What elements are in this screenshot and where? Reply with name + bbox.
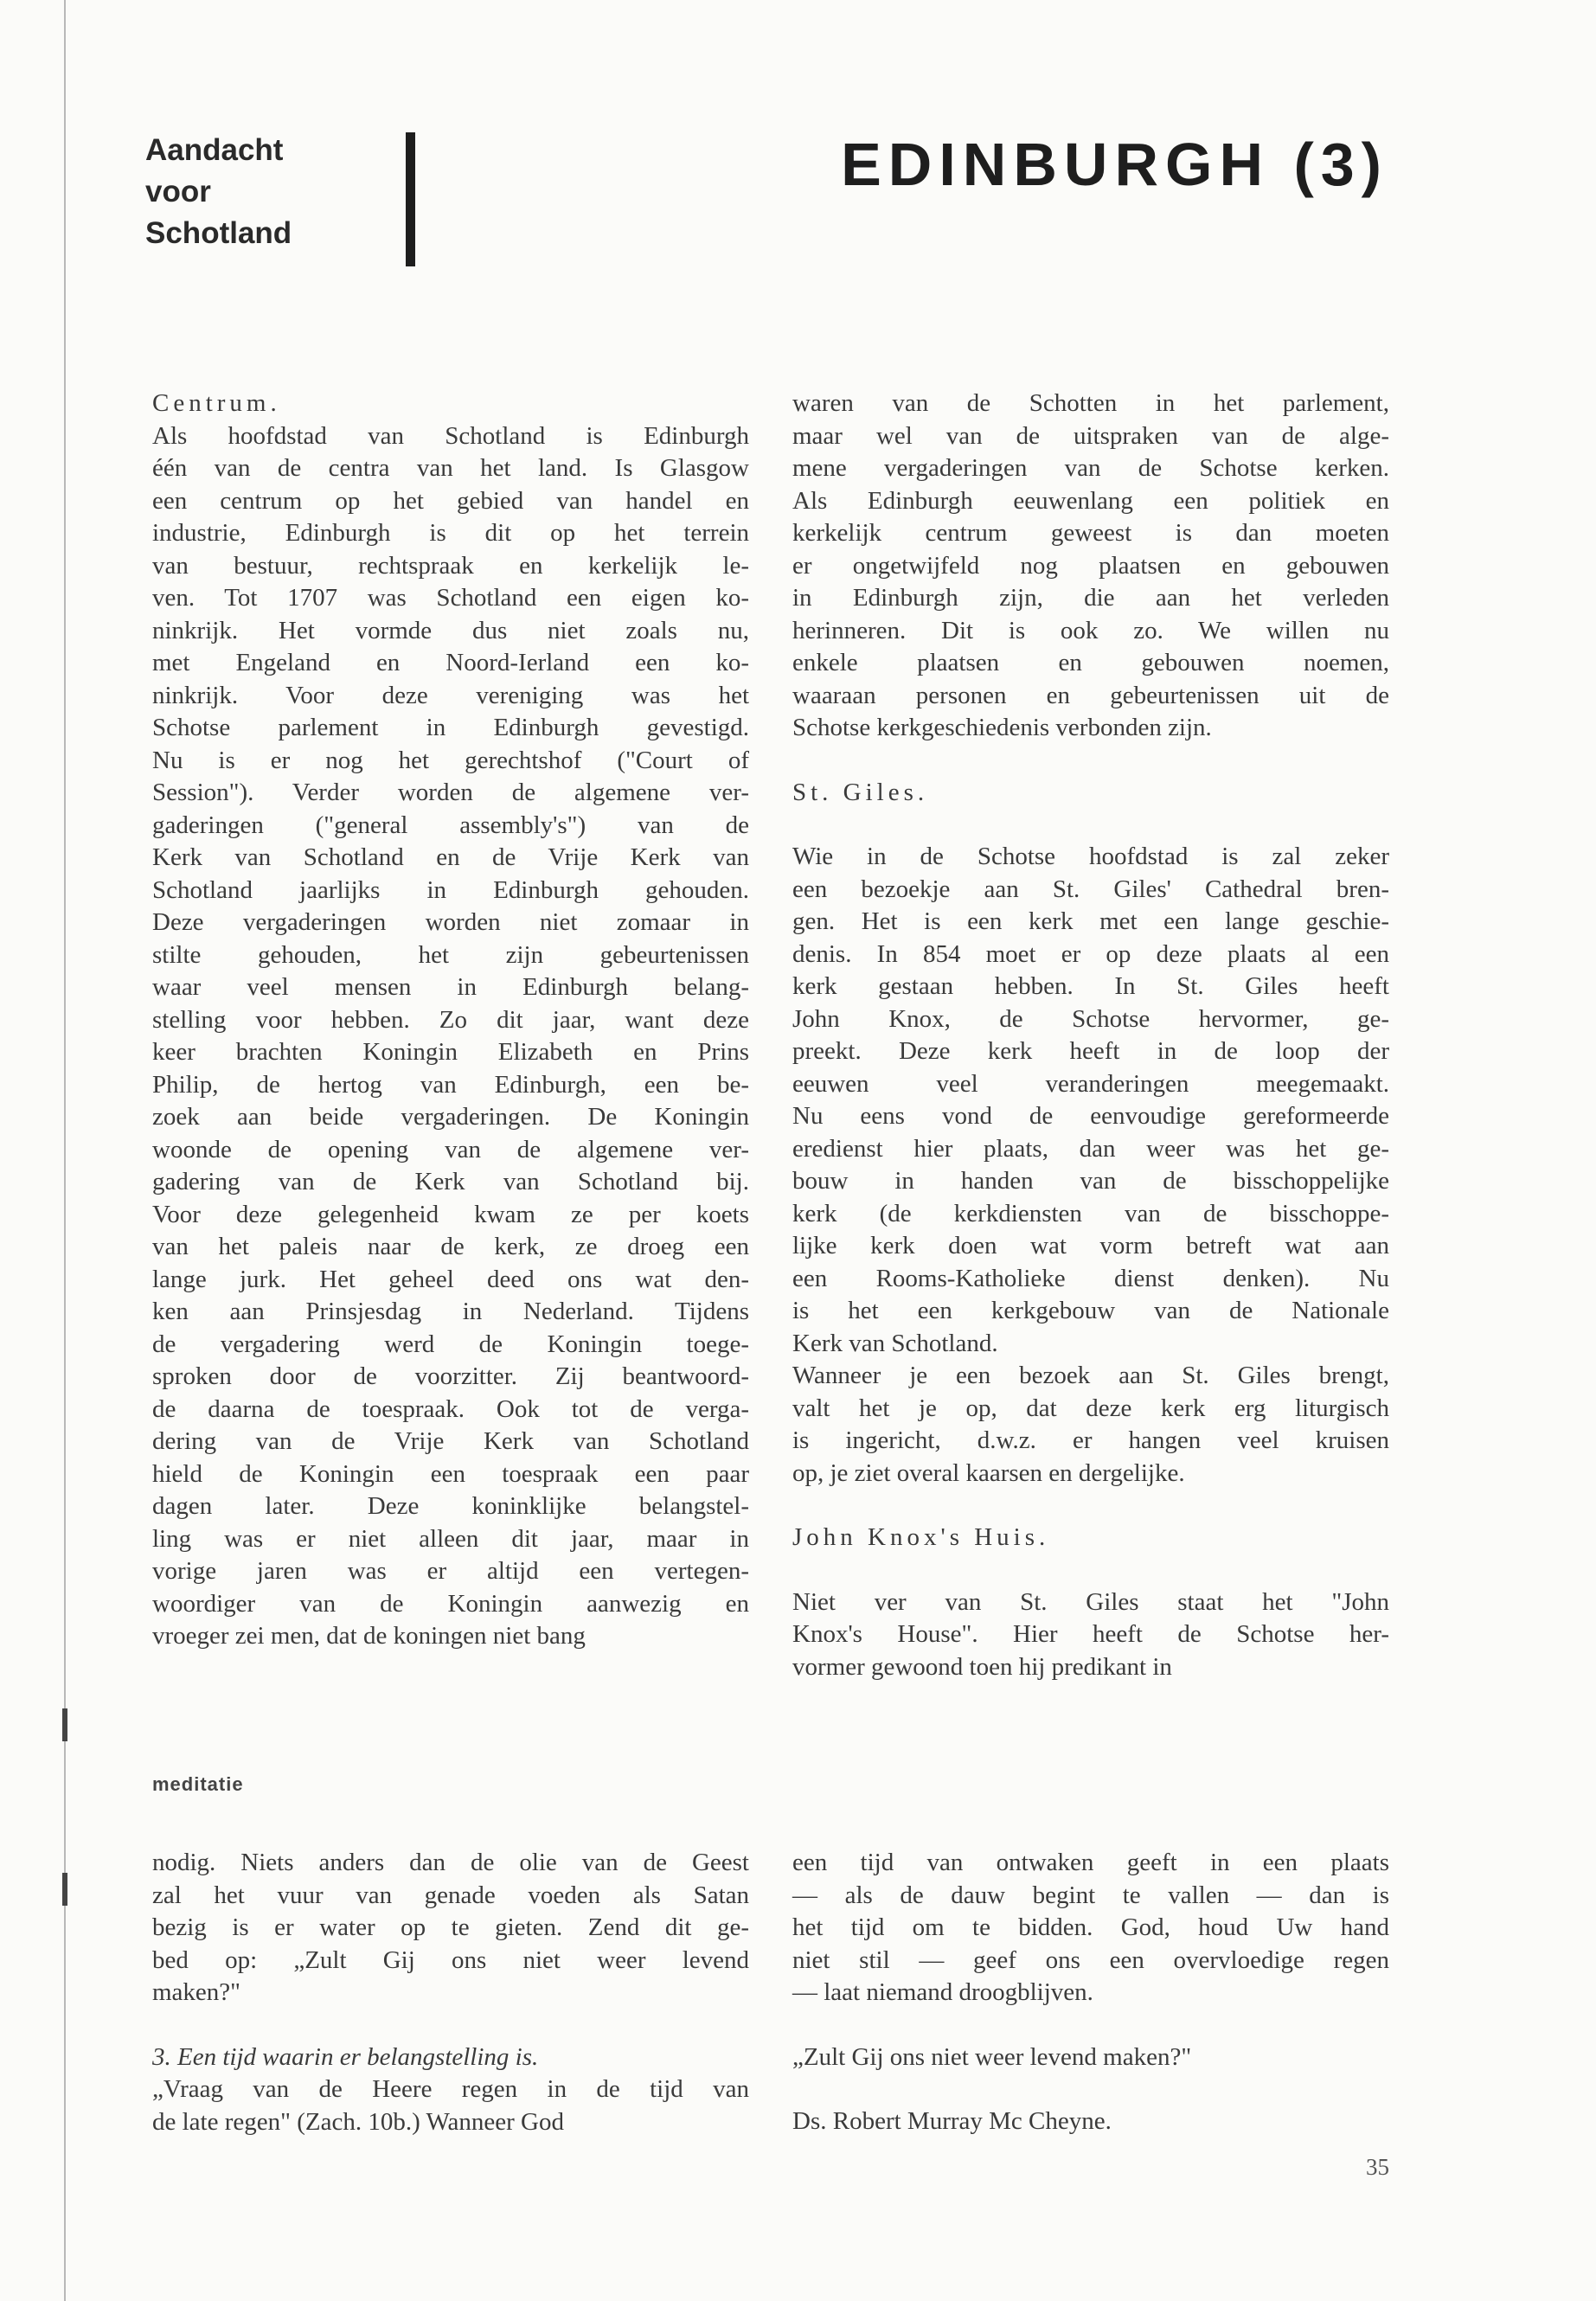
section-tag-line: voor xyxy=(145,175,211,208)
text-line: eeuwen veel veranderingen meegemaakt. xyxy=(792,1069,1389,1098)
text-line: John Knox, de Schotse hervormer, ge- xyxy=(792,1004,1389,1033)
paragraph xyxy=(152,2073,749,2138)
text-line: „Vraag van de Heere regen in de tijd van xyxy=(152,2075,749,2103)
text-line: de daarna de toespraak. Ook tot de verga- xyxy=(152,1394,749,1423)
text-line: waaraan personen en gebeurtenissen uit de xyxy=(792,681,1389,709)
text-line: Schotland jaarlijks in Edinburgh gehouden. xyxy=(152,875,749,904)
paragraph xyxy=(152,420,749,1653)
text-line: op, je ziet overal kaarsen en dergelijke. xyxy=(792,1458,1185,1487)
text-line: John Knox's Huis. xyxy=(792,1523,1050,1551)
text-line: enkele plaatsen en gebouwen noemen, xyxy=(792,649,1389,676)
text-line: één van de centra van het land. Is Glasgow xyxy=(152,454,749,482)
paragraph xyxy=(152,1847,749,2009)
paragraph xyxy=(792,388,1389,745)
text-line: dering van de Vrije Kerk van Schotland xyxy=(152,1427,749,1455)
text-line: Ds. Robert Murray Mc Cheyne. xyxy=(792,2107,1112,2135)
section-heading xyxy=(792,777,1389,810)
text-line: waren van de Schotten in het parlement, xyxy=(792,389,1389,417)
text-line: er ongetwijfeld nog plaatsen en gebouwen xyxy=(792,551,1389,580)
text-line: vroeger zei men, dat de koningen niet bang xyxy=(152,1622,586,1650)
text-line: zal het vuur van genade voeden als Satan xyxy=(152,1881,749,1909)
text-line: — als de dauw begint te vallen — dan is xyxy=(792,1881,1389,1909)
text-line: ninkrijk. Voor deze vereniging was het xyxy=(152,681,749,709)
text-line: de vergadering werd de Koningin toege- xyxy=(152,1330,749,1358)
block-gap xyxy=(792,1554,1389,1586)
text-line: een centrum op het gebied van handel en xyxy=(152,486,749,515)
paragraph xyxy=(792,2041,1389,2074)
page-number: 35 xyxy=(1366,2154,1389,2180)
text-line: St. Giles. xyxy=(792,778,929,806)
page-edge-mark xyxy=(62,1873,67,1906)
text-line: Nu is er nog het gerechtshof ("Court of xyxy=(152,746,749,774)
text-line: maken?" xyxy=(152,1978,241,2006)
article-right-column xyxy=(792,388,1389,1683)
text-line: dagen later. Deze koninklijke belangstel- xyxy=(152,1492,749,1520)
text-line: Session"). Verder worden de algemene ver- xyxy=(152,779,749,806)
text-line: waar veel mensen in Edinburgh belang- xyxy=(152,973,749,1001)
text-line: met Engeland en Noord-Ierland een ko- xyxy=(152,649,749,676)
block-gap xyxy=(792,1490,1389,1522)
text-line: Als Edinburgh eeuwenlang een politiek en xyxy=(792,486,1389,515)
text-line: Voor deze gelegenheid kwam ze per koets xyxy=(152,1200,749,1228)
text-line: Knox's House". Hier heeft de Schotse her- xyxy=(792,1620,1389,1648)
text-line: keer brachten Koningin Elizabeth en Prins xyxy=(152,1038,749,1066)
meditatie-left-column xyxy=(152,1847,749,2138)
text-line: bouw in handen van de bisschoppelijke xyxy=(792,1167,1389,1195)
section-heading xyxy=(152,388,749,420)
paragraph xyxy=(792,1360,1389,1490)
section-tag-line: Aandacht xyxy=(145,133,284,167)
meditatie-right-column xyxy=(792,1847,1389,2138)
text-line: kerk (de kerkdiensten van de bisschoppe- xyxy=(792,1199,1389,1227)
text-line: ling was er niet alleen dit jaar, maar in xyxy=(152,1524,749,1553)
section-heading xyxy=(792,1522,1389,1554)
author-signature xyxy=(792,2106,1389,2138)
text-line: Schotse parlement in Edinburgh gevestigd. xyxy=(152,714,749,741)
text-line: hield de Koningin een toespraak een paar xyxy=(152,1459,749,1488)
text-line: ninkrijk. Het vormde dus niet zoals nu, xyxy=(152,616,749,644)
text-line: Wie in de Schotse hoofdstad is zal zeker xyxy=(792,843,1389,870)
paragraph xyxy=(152,2041,749,2074)
text-line: vormer gewoond toen hij predikant in xyxy=(792,1652,1172,1681)
text-line: — laat niemand droogblijven. xyxy=(792,1978,1093,2006)
text-line: vorige jaren was er altijd een vertegen- xyxy=(152,1557,749,1585)
text-line: Deze vergaderingen worden niet zomaar in xyxy=(152,908,749,936)
section-tag xyxy=(145,130,292,254)
text-line: van bestuur, rechtspraak en kerkelijk le- xyxy=(152,551,749,580)
meditatie-label: meditatie xyxy=(152,1773,244,1795)
text-line: ken aan Prinsjesdag in Nederland. Tijdens xyxy=(152,1298,749,1325)
text-line: Philip, de hertog van Edinburgh, een be- xyxy=(152,1070,749,1099)
text-line: Als hoofdstad van Schotland is Edinburgh xyxy=(152,421,749,450)
text-line: stelling voor hebben. Zo dit jaar, want deze xyxy=(152,1005,749,1034)
text-line: kerkelijk centrum geweest is dan moeten xyxy=(792,519,1389,547)
title-divider-bar xyxy=(406,132,415,266)
text-line: herinneren. Dit is ook zo. We willen nu xyxy=(792,616,1389,644)
paragraph xyxy=(792,1586,1389,1684)
text-line: Niet ver van St. Giles staat het "John xyxy=(792,1587,1389,1616)
text-line: mene vergaderingen van de Schotse kerken. xyxy=(792,454,1389,482)
text-line: Centrum. xyxy=(152,389,281,417)
article-left-column xyxy=(152,388,749,1653)
block-gap xyxy=(792,809,1389,841)
text-line: nodig. Niets anders dan de olie van de Geest xyxy=(152,1849,749,1876)
text-line: gadering van de Kerk van Schotland bij. xyxy=(152,1168,749,1195)
text-line: een bezoekje aan St. Giles' Cathedral bren- xyxy=(792,875,1389,903)
text-line: stilte gehouden, het zijn gebeurtenissen xyxy=(152,940,749,969)
text-line: bed op: „Zult Gij ons niet weer levend xyxy=(152,1945,749,1974)
text-line: gaderingen ("general assembly's") van de xyxy=(152,811,749,839)
paragraph xyxy=(792,1847,1389,2009)
text-line: Kerk van Schotland en de Vrije Kerk van xyxy=(152,843,749,871)
text-line: 3. Een tijd waarin er belangstelling is. xyxy=(152,2042,539,2071)
text-line: ven. Tot 1707 was Schotland een eigen ko- xyxy=(152,584,749,612)
text-line: woordiger van de Koningin aanwezig en xyxy=(152,1589,749,1618)
text-line: zoek aan beide vergaderingen. De Koningin xyxy=(152,1103,749,1131)
text-line: gen. Het is een kerk met een lange geschie- xyxy=(792,907,1389,935)
page-edge-line xyxy=(64,0,66,2301)
text-line: „Zult Gij ons niet weer levend maken?" xyxy=(792,2042,1192,2071)
paragraph xyxy=(792,841,1389,1360)
page-edge-mark xyxy=(62,1708,67,1741)
text-line: maar wel van de uitspraken van de alge- xyxy=(792,421,1389,450)
text-line: Kerk van Schotland. xyxy=(792,1329,998,1357)
section-tag-line: Schotland xyxy=(145,216,292,250)
text-line: is het een kerkgebouw van de Nationale xyxy=(792,1297,1389,1324)
text-line: industrie, Edinburgh is dit op het terrein xyxy=(152,519,749,547)
text-line: in Edinburgh zijn, die aan het verleden xyxy=(792,584,1389,612)
text-line: lijke kerk doen wat vorm betreft wat aan xyxy=(792,1232,1389,1259)
text-line: lange jurk. Het geheel deed ons wat den- xyxy=(152,1265,749,1293)
text-line: bezig is er water op te gieten. Zend dit ge- xyxy=(152,1913,749,1941)
text-line: valt het je op, dat deze kerk erg liturgisch xyxy=(792,1394,1389,1422)
text-line: preekt. Deze kerk heeft in de loop der xyxy=(792,1037,1389,1065)
text-line: woonde de opening van de algemene ver- xyxy=(152,1135,749,1163)
text-line: Schotse kerkgeschiedenis verbonden zijn. xyxy=(792,714,1212,741)
text-line: niet stil — geef ons een overvloedige regen xyxy=(792,1945,1389,1974)
block-gap xyxy=(792,745,1389,777)
text-line: denis. In 854 moet er op deze plaats al een xyxy=(792,939,1389,968)
text-line: de late regen" (Zach. 10b.) Wanneer God xyxy=(152,2107,564,2136)
block-gap xyxy=(792,2009,1389,2041)
text-line: een tijd van ontwaken geeft in een plaats xyxy=(792,1849,1389,1876)
text-line: sproken door de voorzitter. Zij beantwoord- xyxy=(152,1362,749,1390)
text-line: is ingericht, d.w.z. er hangen veel kruisen xyxy=(792,1426,1389,1454)
text-line: Wanneer je een bezoek aan St. Giles brengt, xyxy=(792,1362,1389,1389)
text-line: een Rooms-Katholieke dienst denken). Nu xyxy=(792,1264,1389,1292)
text-line: kerk gestaan hebben. In St. Giles heeft xyxy=(792,972,1389,1000)
block-gap xyxy=(152,2009,749,2041)
text-line: van het paleis naar de kerk, ze droeg een xyxy=(152,1233,749,1260)
text-line: het tijd om te bidden. God, houd Uw hand xyxy=(792,1913,1389,1941)
text-line: eredienst hier plaats, dan weer was het ge- xyxy=(792,1134,1389,1163)
text-line: Nu eens vond de eenvoudige gereformeerde xyxy=(792,1102,1389,1130)
page-title: EDINBURGH (3) xyxy=(841,131,1388,198)
block-gap xyxy=(792,2073,1389,2106)
